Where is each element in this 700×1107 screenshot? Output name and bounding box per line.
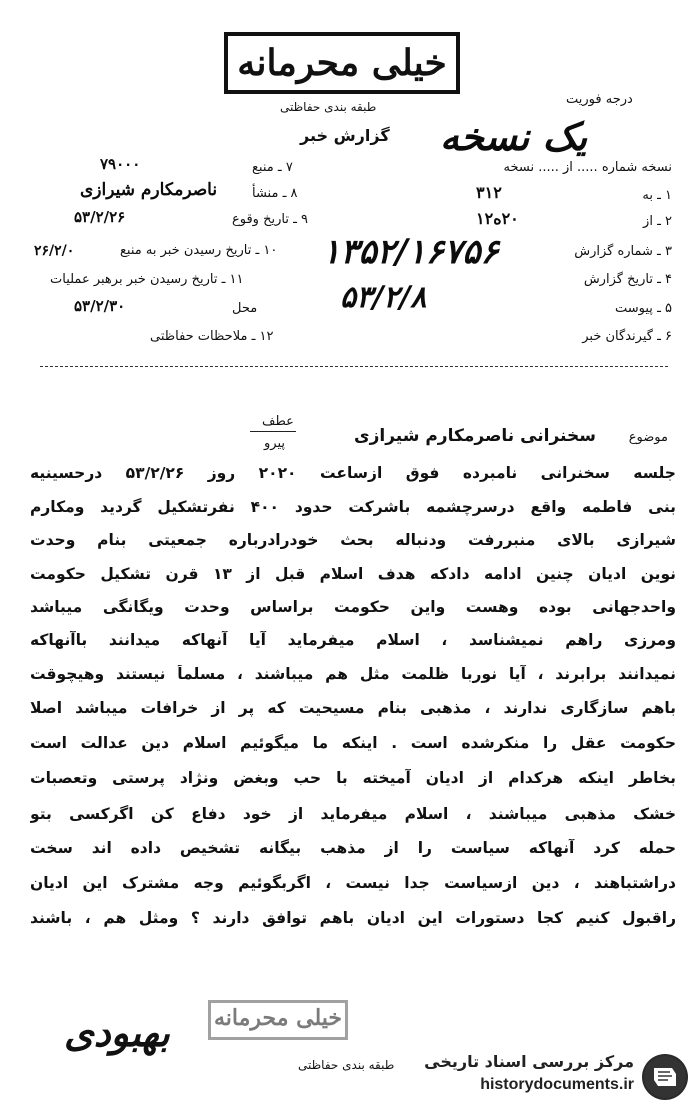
received-by-source-value: ۲۶/۲/۰ [34,243,75,259]
from-value: ۲۰ه۱۲ [476,209,519,228]
source-value: ۷۹۰۰۰ [100,155,141,173]
watermark-title: مرکز بررسی اسناد تاریخی [424,1052,634,1071]
follow-label: پیرو [264,436,285,451]
watermark-url[interactable]: historydocuments.ir [480,1076,634,1093]
report-date-label: ۴ ـ تاریخ گزارش [583,272,672,287]
attachment-label: ۵ ـ پیوست [615,301,672,316]
body-line: جلسه سخنرانی نامبرده فوق ازساعت ۲۰۲۰ روز ۵۳/۲/۲۶ درحسینیه [30,464,676,482]
handwritten-header: یک نسخه [440,114,588,159]
origin-value: ناصرمکارم شیرازی [80,180,218,200]
body-line: باهم سازگاری ندارند ، مذهبی بنام مسیحیت که پر از خرافات میباشد اصلا [30,699,676,717]
source-label: ۷ ـ منبع [252,160,293,175]
body-line: نمیدانند برابرند ، آیا نوربا ظلمت مثل هم میباشند ، مسلماً نیستند وهیچوقت [30,665,676,683]
classification-stamp: خیلی محرمانه [224,32,460,94]
received-by-source-label: ۱۰ ـ تاریخ رسیدن خبر به منبع [120,243,278,258]
handwritten-report-number: ۱۳۵۲/۱۶۷۵۶ [322,232,499,272]
body-line: بخاطر اینکه هرکدام از ادیان آمیخته با حب وبغض ونژاد پرستی وتعصبات [30,769,676,787]
event-date-value: ۵۳/۲/۲۶ [74,208,126,226]
place-label: محل [232,301,258,316]
report-title: گزارش خبر [300,126,390,145]
from-label: ۲ ـ از [643,214,672,229]
bottom-classification-label: طبقه بندی حفاظتی [298,1058,395,1072]
body-line: بنی فاطمه واقع درسرچشمه باشرکت حدود ۴۰۰ نفرتشکیل گردید ومکارم [30,498,676,516]
subject-title: سخنرانی ناصرمکارم شیرازی [354,426,596,446]
signature: بهبودی [64,1010,170,1055]
received-by-chief-label: ۱۱ ـ تاریخ رسیدن خبر برهبر عملیات [50,272,244,287]
body-line: دراشتباهند ، دین ازسیاست جدا نیست ، اگربگوئیم وجه مشترک این ادیان [30,874,676,892]
body-line: حکومت عقل را منکرشده است . اینکه ما میگوئیم اسلام دین عدالت است [30,734,676,752]
ref-divider [250,431,296,432]
classification-label: طبقه بندی حفاظتی [280,100,377,114]
bottom-classification-stamp: خیلی محرمانه [208,1000,348,1040]
body-line: شیرازی بالای منبررفت ودنباله بحث خودرادرباره جمعیتی بنام وحدت [30,531,676,549]
to-label: ۱ ـ به [642,188,672,203]
security-notes-label: ۱۲ ـ ملاحظات حفاظتی [150,329,274,344]
header-divider [40,366,668,367]
body-line: خشک مذهبی میباشند ، اسلام میفرماید از خود دفاع کن اگرکسی بتو [30,805,676,823]
body-line: حمله کرد آنهاکه سیاست را از مذهب بیگانه تشخیص داده اند سخت [30,839,676,857]
body-line: نوین ادیان چنین ادامه دادکه هدف اسلام قبل از ۱۳ قرن تشکیل حکومت [30,565,676,583]
body-line: واحدجهانی بوده وهست واین حکومت براساس وحدت ویگانگی میباشد [30,598,676,616]
copy-number-field: نسخه شماره ..... از ..... نسخه [503,160,672,175]
report-number-label: ۳ ـ شماره گزارش [574,244,672,259]
subject-label: موضوع [628,430,668,445]
handwritten-report-date: ۵۳/۲/۸ [340,280,427,315]
ref-label: عطف [262,414,294,429]
event-date-label: ۹ ـ تاریخ وقوع [232,212,309,227]
body-line: راقبول کنیم کجا دستورات این ادیان باهم توافق دارند ؟ ومثل هم ، باشند [30,909,676,927]
received-by-chief-value: ۵۳/۲/۳۰ [74,297,126,315]
origin-label: ۸ ـ منشأ [252,186,298,201]
recipients-label: ۶ ـ گیرندگان خبر [582,329,672,344]
priority-label: درجه فوریت [566,92,633,107]
to-value: ۳۱۲ [476,183,502,202]
archive-logo-icon [642,1054,688,1100]
watermark [358,1052,688,1100]
body-line: ومرزی راهم نمیشناسد ، اسلام میفرماید آیا آنهاکه میدانند باآنهاکه [30,631,676,649]
